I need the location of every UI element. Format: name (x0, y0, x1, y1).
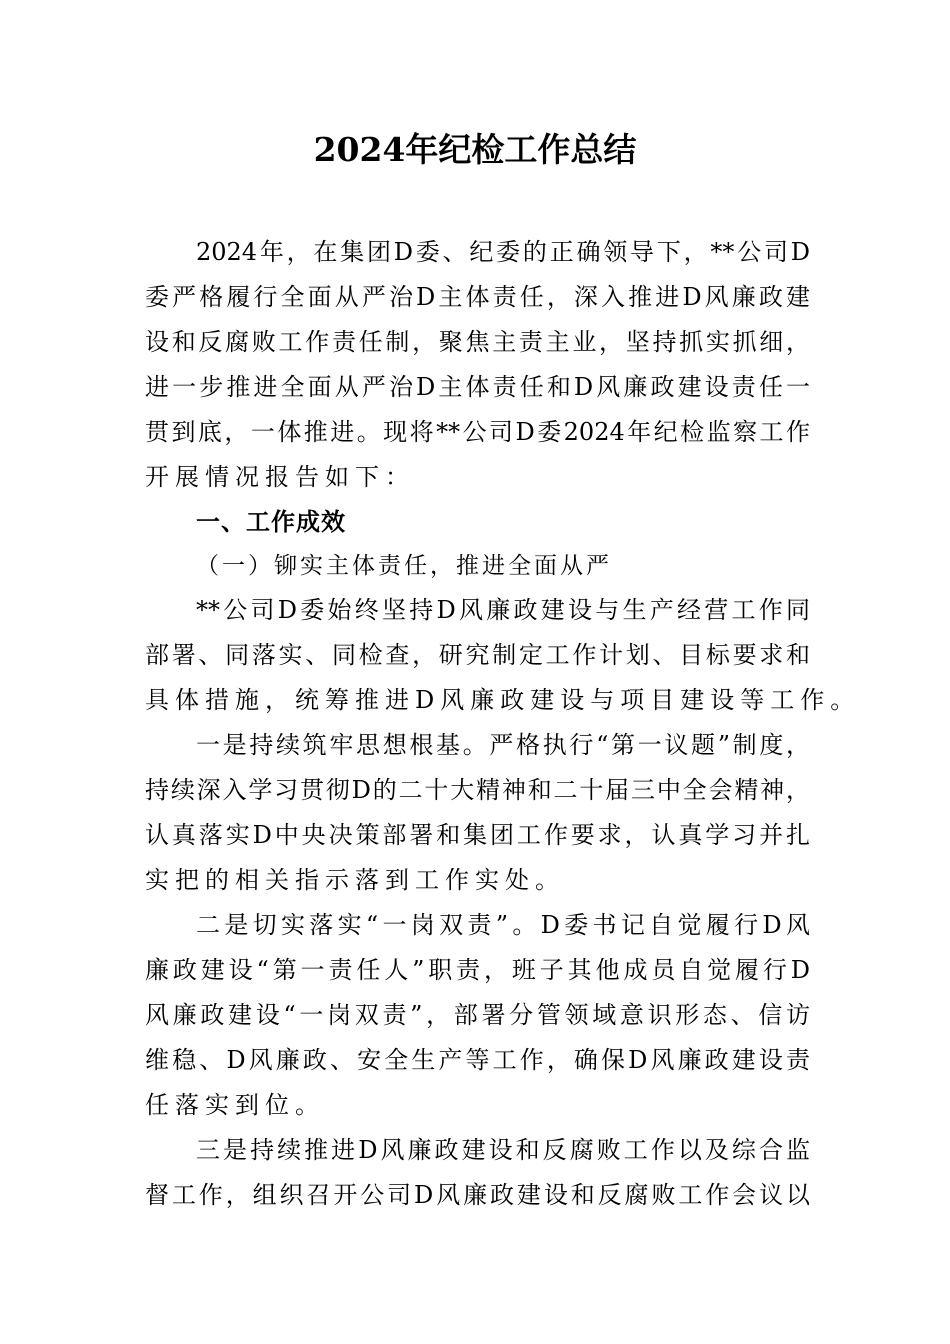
paragraph-line: 督工作，组织召开公司D风廉政建设和反腐败工作会议以 (145, 1181, 810, 1209)
paragraph-line: 持续深入学习贯彻D的二十大精神和二十届三中全会精神， (145, 776, 810, 804)
paragraph-line: 风廉政建设“一岗双责”，部署分管领域意识形态、信访 (145, 1001, 810, 1029)
paragraph-line: 2024年，在集团D委、纪委的正确领导下，**公司D (196, 238, 810, 266)
paragraph-line: 一是持续筑牢思想根基。严格执行“第一议题”制度， (196, 731, 810, 759)
paragraph-line: 设和反腐败工作责任制，聚焦主责主业，坚持抓实抓细， (145, 328, 810, 356)
paragraph-line: 开展情况报告如下： (145, 463, 415, 491)
paragraph-line: 任落实到位。 (145, 1091, 325, 1119)
paragraph-line: 委严格履行全面从严治D主体责任，深入推进D风廉政建 (145, 283, 810, 311)
subsection-heading: （一）铆实主体责任，推进全面从严 (196, 553, 612, 579)
section-heading: 一、工作成效 (196, 508, 346, 536)
paragraph-line: 部署、同落实、同检查，研究制定工作计划、目标要求和 (145, 641, 810, 669)
paragraph-line: 实把的相关指示落到工作实处。 (145, 866, 565, 894)
paragraph-line: 认真落实D中央决策部署和集团工作要求，认真学习并扎 (145, 821, 810, 849)
paragraph-line: **公司D委始终坚持D风廉政建设与生产经营工作同 (196, 596, 810, 624)
paragraph-line: 维稳、D风廉政、安全生产等工作，确保D风廉政建设责 (145, 1046, 810, 1074)
paragraph-line: 三是持续推进D风廉政建设和反腐败工作以及综合监 (196, 1136, 810, 1164)
paragraph-line: 二是切实落实“一岗双责”。D委书记自觉履行D风 (196, 911, 810, 939)
paragraph-line: 贯到底，一体推进。现将**公司D委2024年纪检监察工作 (145, 418, 810, 446)
paragraph-line: 具体措施，统筹推进D风廉政建设与项目建设等工作。 (145, 686, 861, 714)
document-title: 2024年纪检工作总结 (313, 130, 637, 169)
paragraph-line: 进一步推进全面从严治D主体责任和D风廉政建设责任一 (145, 373, 810, 401)
paragraph-line: 廉政建设“第一责任人”职责，班子其他成员自觉履行D (145, 956, 810, 984)
